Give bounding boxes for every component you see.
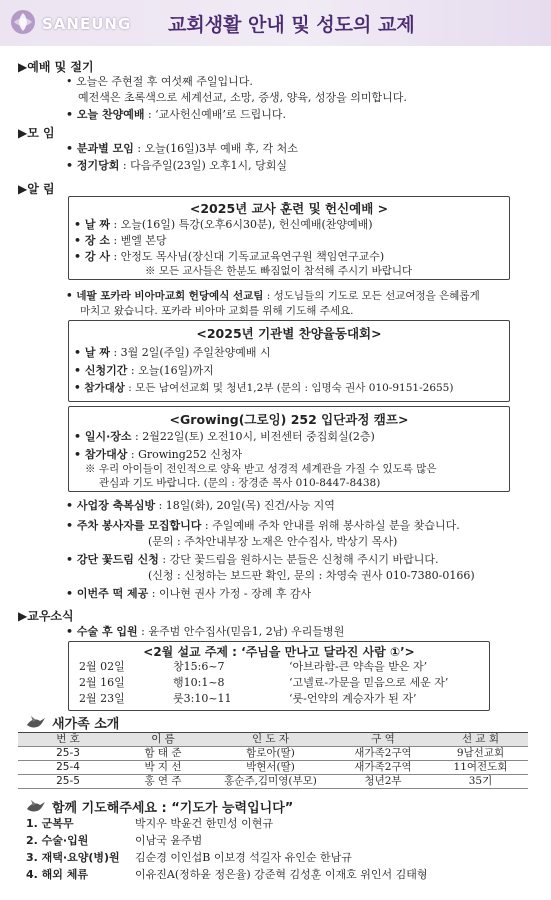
table-cell: 9남선교회 [433, 747, 528, 761]
sermon-topic: ‘고넬료-가문을 믿음으로 세운 자’ [289, 676, 449, 689]
notice-box-teacher [68, 196, 510, 280]
notice-visit-text: : 18일(화), 20일(목) 진건/사능 지역 [158, 499, 335, 512]
worship-line-1: • 오늘은 주현절 후 여섯째 주일입니다. [66, 75, 253, 88]
news-label: • 수술 후 입원 [66, 625, 138, 638]
box-note: ※ 모든 교사들은 한분도 빠짐없이 참석해 주시기 바랍니다 [145, 265, 413, 277]
notice-ricecake-text: : 이나현 권사 가정 - 장례 후 감사 [148, 587, 312, 600]
notice-mission-text-2: 마치고 왔습니다. 포카라 비아마 교회를 위해 기도해 주세요. [80, 305, 354, 317]
section-heading-prayer [26, 797, 293, 816]
prayer-label: 3. 재택·요양(병)원 [26, 851, 120, 864]
box-row-text: : Growing252 신청자 [130, 448, 243, 461]
notice-mission-text: : 성도님들의 기도로 모든 선교여정을 은혜롭게 [266, 290, 480, 302]
box-row-text: : 오늘(16일) 특강(오후6시30분), 헌신예배(찬양예배) [113, 218, 373, 231]
meeting-group-label: • 분과별 모임 [66, 142, 134, 155]
notice-visit-label: • 사업장 축복심방 [66, 499, 156, 512]
table-cell: 새가족2구역 [333, 761, 433, 775]
table-cell: 청년2부 [333, 775, 433, 789]
page-title: 교회생활 안내 및 성도의 교제 [168, 14, 415, 36]
prayer-label: 2. 수술·입원 [26, 834, 89, 847]
table-cell: 박 지 선 [118, 761, 208, 775]
notice-ricecake-label: • 이번주 떡 제공 [66, 587, 149, 600]
section-heading-worship: ▶예배 및 절기 [18, 60, 94, 74]
newfamily-heading: 새가족 소개 [52, 717, 120, 732]
sermon-ref: 행10:1~8 [173, 676, 225, 689]
box-row-text: : 벧엘 본당 [113, 234, 167, 247]
prayer-names: 박지우 박윤건 한민성 이현규 [135, 817, 274, 830]
prayer-names: 김순경 이인섭B 이보경 석길자 유인순 한남규 [135, 851, 352, 864]
table-header-row [18, 733, 528, 747]
box-row-text: : 모든 남여선교회 및 청년1,2부 (문의 : 임명숙 권사 010-9151-2655) [128, 382, 454, 394]
table-cell: 홍 연 주 [118, 775, 208, 789]
table-cell: 25-3 [18, 747, 118, 761]
table-cell: 25-4 [18, 761, 118, 775]
box-row-label: • 날 짜 [74, 218, 110, 231]
box-row-text: : 3월 2일(주일) 주일찬양예배 시 [113, 346, 271, 359]
sermon-ref: 룻3:10~11 [173, 692, 232, 705]
table-cell: 35기 [433, 775, 528, 789]
sermon-date: 2월 02일 [79, 660, 125, 673]
meeting-session-text: : 다음주일(23일) 오후1시, 당회실 [122, 159, 288, 172]
box-row-text: : 안정도 목사님(장신대 기독교교육연구원 책임연구교수) [113, 250, 385, 263]
meeting-session-label: • 정기당회 [66, 159, 120, 172]
sermon-ref: 창15:6~7 [173, 660, 225, 673]
notice-box-praise-contest [68, 320, 510, 402]
prayer-names: 이남국 윤주범 [135, 834, 203, 847]
sermon-topic: ‘룻-언약의 계승자가 된 자’ [289, 692, 417, 705]
notice-box-growing-camp [68, 406, 510, 492]
box-row-text: : 오늘(16일)까지 [130, 364, 214, 377]
table-cell: 박현서(딸) [208, 761, 333, 775]
box-row-label: • 날 짜 [74, 346, 110, 359]
sermon-title: <2월 설교 주제 : ‘주님을 만나고 달라진 사람 ①’> [143, 645, 415, 659]
box-row-text: : 2월22일(토) 오전10시, 비전센터 중집회실(2층) [135, 430, 375, 443]
table-header: 선 교 회 [433, 733, 528, 747]
table-cell: 홍순주,김미영(부모) [208, 775, 333, 789]
header-banner [0, 0, 551, 46]
section-heading-newfamily [26, 713, 119, 732]
box-row-label: • 일시·장소 [74, 430, 132, 443]
table-cell: 11여전도회 [433, 761, 528, 775]
newfamily-table [18, 732, 528, 789]
prayer-heading: 함께 기도해주세요 : “기도가 능력입니다” [52, 801, 294, 816]
section-heading-notice: ▶알 림 [18, 182, 55, 196]
table-cell: 함 태 준 [118, 747, 208, 761]
sermon-box [68, 641, 490, 711]
box-note: 관심과 기도 바랍니다. (문의 : 장경준 목사 010-8447-8438) [99, 477, 381, 489]
notice-flower-text: : 강단 꽃드림을 원하시는 분들은 신청해 주시기 바랍니다. [162, 553, 439, 566]
dove-icon [26, 715, 46, 731]
brand-name: SANEUNG [42, 15, 132, 33]
section-heading-meeting: ▶모 임 [18, 126, 55, 140]
notice-parking-label: • 주차 봉사자를 모집합니다 [66, 519, 202, 532]
meeting-group-text: : 오늘(16일)3부 예배 후, 각 처소 [137, 142, 298, 155]
sermon-date: 2월 16일 [79, 676, 125, 689]
table-row [18, 761, 528, 775]
table-row [18, 775, 528, 789]
dove-icon [26, 799, 46, 815]
table-row [18, 747, 528, 761]
news-text: : 윤주범 안수집사(믿음1, 2남) 우리들병원 [141, 625, 345, 638]
worship-line-2: 예전색은 초록색으로 세계선교, 소망, 증생, 양육, 성장을 의미합니다. [78, 91, 407, 104]
table-header: 번 호 [18, 733, 118, 747]
prayer-label: 4. 해외 체류 [26, 868, 88, 881]
worship-praise-label: • 오늘 찬양예배 [66, 108, 145, 121]
box-row-label: • 참가대상 [74, 448, 128, 461]
notice-parking-text-2: (문의 : 주차안내부장 노재은 안수집사, 박상기 목사) [148, 535, 398, 548]
table-header: 이 름 [118, 733, 208, 747]
logo-icon [10, 9, 36, 35]
box-title: <2025년 교사 훈련 및 헌신예배 > [189, 201, 389, 216]
table-cell: 함로아(딸) [208, 747, 333, 761]
section-heading-news: ▶교우소식 [18, 609, 74, 623]
table-cell: 25-5 [18, 775, 118, 789]
notice-flower-text-2: (신청 : 신청하는 보드판 확인, 문의 : 차영숙 권사 010-7380-0166) [148, 569, 475, 582]
prayer-label: 1. 군복무 [26, 817, 74, 830]
box-row-label: • 강 사 [74, 250, 110, 263]
prayer-names: 이유진A(정하윤 정은율) 강준혁 김성훈 이재호 위인서 김태형 [135, 868, 428, 881]
box-note: ※ 우리 아이들이 전인적으로 양육 받고 성경적 세계관을 가질 수 있도록 많은 [85, 463, 437, 475]
notice-mission-label: • 네팔 포카라 비아마교회 헌당예식 선교팀 [66, 290, 264, 302]
sermon-date: 2월 23일 [79, 692, 125, 705]
box-title: <2025년 기관별 찬양율동대회> [196, 326, 382, 341]
notice-parking-text: : 주일예배 주차 안내를 위해 봉사하실 분을 찾습니다. [204, 519, 460, 532]
notice-flower-label: • 강단 꽃드림 신청 [66, 553, 159, 566]
table-header: 인 도 자 [208, 733, 333, 747]
box-row-label: • 참가대상 [74, 382, 125, 394]
table-cell: 새가족2구역 [333, 747, 433, 761]
box-title: <Growing(그로잉) 252 입단과정 캠프> [169, 412, 409, 427]
box-row-label: • 신청기간 [74, 364, 128, 377]
worship-praise-text: : ‘교사헌신예배’로 드립니다. [147, 108, 287, 121]
box-row-label: • 장 소 [74, 234, 110, 247]
table-header: 구 역 [333, 733, 433, 747]
sermon-topic: ‘아브라함-큰 약속을 받은 자’ [289, 660, 428, 673]
